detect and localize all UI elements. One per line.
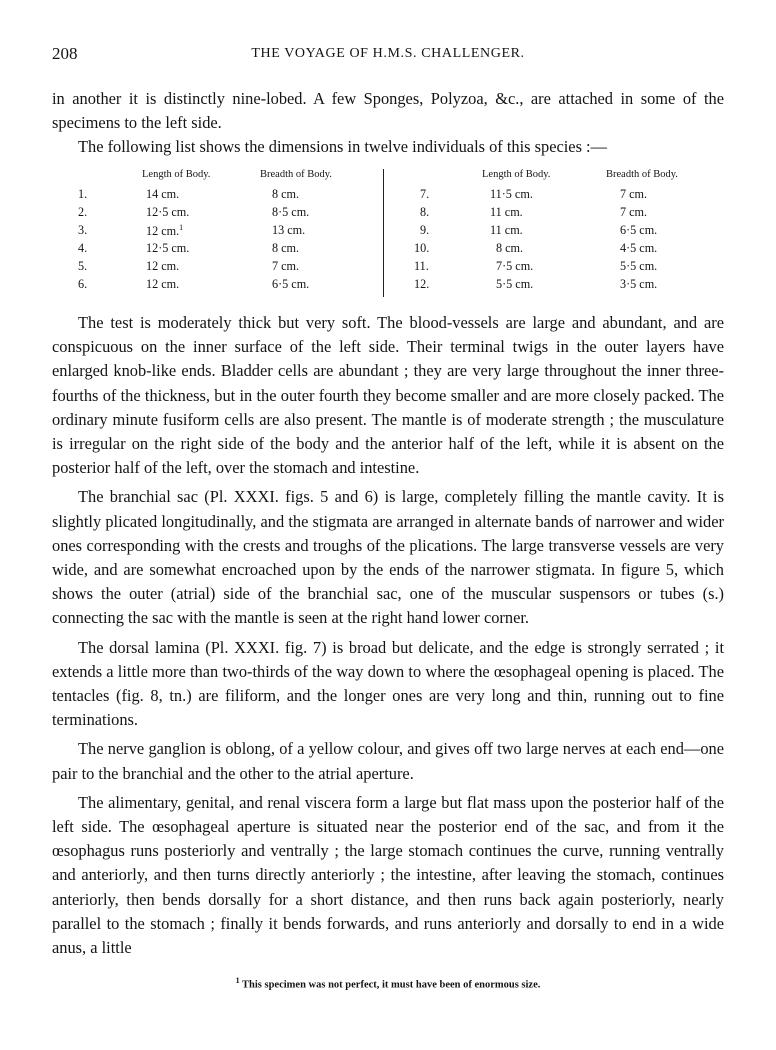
length-value: 11 cm. (490, 205, 523, 219)
length-value (146, 223, 183, 239)
row-number: 1. (78, 187, 88, 201)
length-value: 12·5 cm. (146, 241, 190, 255)
breadth-value: 5·5 cm. (620, 259, 658, 273)
column-divider (383, 169, 384, 297)
row-number: 7. (420, 187, 430, 201)
row-number: 3. (78, 223, 88, 237)
breadth-value: 4·5 cm. (620, 241, 658, 255)
length-value: 8 cm. (496, 241, 524, 255)
length-value: 12 cm. (146, 259, 180, 273)
row-number: 11. (414, 259, 429, 273)
header-breadth-right: Breadth of Body. (606, 169, 678, 180)
breadth-value: 3·5 cm. (620, 277, 658, 291)
table-row (390, 187, 710, 205)
paragraph-dorsal-lamina: The dorsal lamina (Pl. XXXI. fig. 7) is broad but delicate, and the edge is strongly serrated ; it extends a little more than two-thirds of the way down to where the œsophageal opening is placed. The tentacles (fig. 8, tn.) are filiform, and the longer ones are very long and thin, running out to fine terminations. (52, 637, 724, 730)
header-length-left: Length of Body. (142, 169, 211, 180)
running-title: THE VOYAGE OF H.M.S. CHALLENGER. (251, 46, 525, 61)
breadth-value: 8·5 cm. (272, 205, 310, 219)
table-row (390, 241, 710, 259)
row-number: 4. (78, 241, 88, 255)
footnote (0, 976, 776, 991)
length-value: 7·5 cm. (496, 259, 534, 273)
length-value: 5·5 cm. (496, 277, 534, 291)
row-number: 2. (78, 205, 88, 219)
row-number: 10. (414, 241, 430, 255)
length-value-text: 12 cm. (146, 224, 180, 239)
breadth-value: 7 cm. (620, 187, 648, 201)
breadth-value: 8 cm. (272, 241, 300, 255)
table-row (390, 223, 710, 241)
breadth-value: 6·5 cm. (620, 223, 658, 237)
paragraph-nerve-ganglion: The nerve ganglion is oblong, of a yellow colour, and gives off two large nerves at each end—one pair to the branchial and the other to the atrial aperture. (52, 739, 724, 783)
intro-text (52, 87, 724, 160)
row-number: 8. (420, 205, 430, 219)
table-row (60, 187, 380, 205)
table-row (390, 259, 710, 277)
length-value: 12·5 cm. (146, 205, 190, 219)
footnote-marker: 1 (235, 976, 240, 985)
length-value: 11·5 cm. (490, 187, 533, 201)
table-row (60, 241, 380, 259)
footnote-mark: 1 (179, 223, 184, 232)
table-row (60, 223, 380, 241)
page-header (52, 44, 724, 68)
row-number: 12. (414, 277, 430, 291)
intro-table-caption: The following list shows the dimensions in twelve individuals of this species :— (78, 137, 608, 157)
paragraph-viscera: The alimentary, genital, and renal viscera form a large but flat mass upon the posterior half of the left side. The œsophageal aperture is situated near the posterior end of the sac, and from it the œsophagus runs posteriorly and ventrally ; the large stomach continues the curve, running ventrally and anteriorly, and then turns directly anteriorly ; the intestine, after leaving the stomach, continues anteriorly, then bends dorsally for a short distance, and then runs back again posteriorly, nearly parallel to the stomach ; finally it bends forwards, and runs anteriorly and dorsally to end in a wide anus, a little (52, 792, 724, 958)
paragraph-branchial-sac: The branchial sac (Pl. XXXI. figs. 5 and 6) is large, completely filling the mantle cavity. It is slightly plicated longitudinally, and the stigmata are arranged in alternate bands of narrower and wider ones corresponding with the crests and troughs of the plications. The large transverse vessels are very wide, and are somewhat encroached upon by the ends of the narrower stigmata. In figure 5, which shows the outer (atrial) side of the branchial sac, one of the muscular suspensors or tubes (s.) connecting the sac with the mantle is seen at the right hand lower corner. (52, 487, 724, 628)
breadth-value: 7 cm. (620, 205, 648, 219)
main-text (52, 311, 724, 960)
length-value: 11 cm. (490, 223, 523, 237)
table-row (60, 277, 380, 295)
breadth-value: 13 cm. (272, 223, 306, 237)
row-number: 5. (78, 259, 88, 273)
footnote-text: This specimen was not perfect, it must have been of enormous size. (242, 979, 541, 991)
table-row (60, 259, 380, 277)
intro-continuation: in another it is distinctly nine-lobed. A few Sponges, Polyzoa, &c., are attached in some of the specimens to the left side. (52, 89, 724, 133)
length-value: 14 cm. (146, 187, 180, 201)
breadth-value: 6·5 cm. (272, 277, 310, 291)
table-row (390, 205, 710, 223)
header-breadth-left: Breadth of Body. (260, 169, 332, 180)
row-number: 6. (78, 277, 88, 291)
table-row (60, 205, 380, 223)
row-number: 9. (420, 223, 430, 237)
breadth-value: 7 cm. (272, 259, 300, 273)
table-row (390, 277, 710, 295)
length-value: 12 cm. (146, 277, 180, 291)
paragraph-test: The test is moderately thick but very soft. The blood-vessels are large and abundant, and are conspicuous on the inner surface of the left side. Their terminal twigs in the outer layers have enlarged knob-like ends. Bladder cells are abundant ; they are very large throughout the inner three-fourths of the thickness, but in the outer fourth they become smaller and are more closely packed. The ordinary minute fusiform cells are also present. The mantle is of moderate strength ; the musculature is irregular on the right side of the body and the anterior half of the left, while it is absent on the posterior half of the left, over the stomach and intestine. (52, 313, 724, 478)
dimensions-table (60, 169, 710, 299)
breadth-value: 8 cm. (272, 187, 300, 201)
page-number: 208 (52, 44, 78, 63)
header-length-right: Length of Body. (482, 169, 551, 180)
